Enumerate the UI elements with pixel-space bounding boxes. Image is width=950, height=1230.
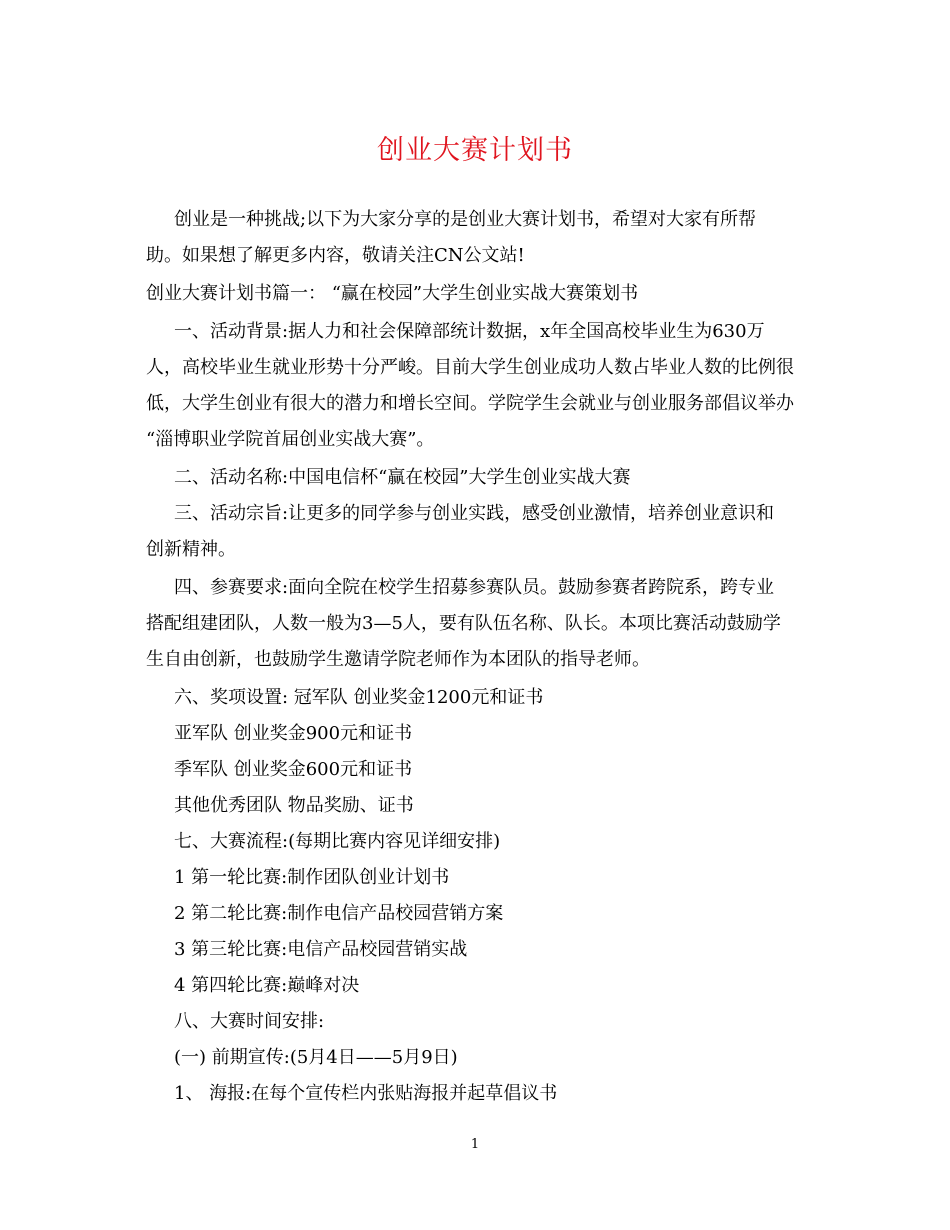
paragraph-line: 创新精神。 [146,539,236,560]
list-item: 1 第一轮比赛:制作团队创业计划书 [174,867,450,888]
list-item: 3 第三轮比赛:电信产品校园营销实战 [174,939,468,960]
paragraph-line: 搭配组建团队，人数一般为3—5人，要有队伍名称、队长。本项比赛活动鼓励学 [146,613,781,634]
paragraph-line: 四、参赛要求:面向全院在校学生招募参赛队员。鼓励参赛者跨院系，跨专业 [174,577,775,598]
paragraph-line: 低，大学生创业有很大的潜力和增长空间。学院学生会就业与创业服务部倡议举办 [146,393,794,414]
paragraph-line: 八、大赛时间安排: [174,1011,325,1032]
paragraph-line: 七、大赛流程:(每期比赛内容见详细安排) [174,831,501,852]
paragraph-line: 亚军队 创业奖金900元和证书 [174,723,413,744]
document-title: 创业大赛计划书 [377,135,573,166]
paragraph-line: 人，高校毕业生就业形势十分严峻。目前大学生创业成功人数占毕业人数的比例很 [146,357,794,378]
paragraph-line: 六、奖项设置: 冠军队 创业奖金1200元和证书 [174,687,544,708]
section-heading: 创业大赛计划书篇一： “赢在校园”大学生创业实战大赛策划书 [146,283,639,304]
page-number: 1 [470,1137,480,1152]
paragraph-line: 其他优秀团队 物品奖励、证书 [174,795,414,816]
paragraph-line: 二、活动名称:中国电信杯“赢在校园”大学生创业实战大赛 [174,467,631,488]
paragraph-line: 助。如果想了解更多内容，敬请关注CN公文站! [146,245,525,266]
list-item: 4 第四轮比赛:巅峰对决 [174,975,360,996]
paragraph-line: 1、 海报:在每个宣传栏内张贴海报并起草倡议书 [174,1083,558,1104]
paragraph-line: 三、活动宗旨:让更多的同学参与创业实践，感受创业激情，培养创业意识和 [174,503,775,524]
paragraph-line: 一、活动背景:据人力和社会保障部统计数据，x年全国高校毕业生为630万 [174,321,765,342]
list-item: 2 第二轮比赛:制作电信产品校园营销方案 [174,903,504,924]
paragraph-line: “淄博职业学院首届创业实战大赛”。 [146,429,435,450]
paragraph-line: (一) 前期宣传:(5月4日——5月9日) [174,1047,458,1068]
paragraph-line: 生自由创新，也鼓励学生邀请学院老师作为本团队的指导老师。 [146,649,650,670]
paragraph-line: 季军队 创业奖金600元和证书 [174,759,413,780]
paragraph-line: 创业是一种挑战;以下为大家分享的是创业大赛计划书，希望对大家有所帮 [174,209,757,230]
